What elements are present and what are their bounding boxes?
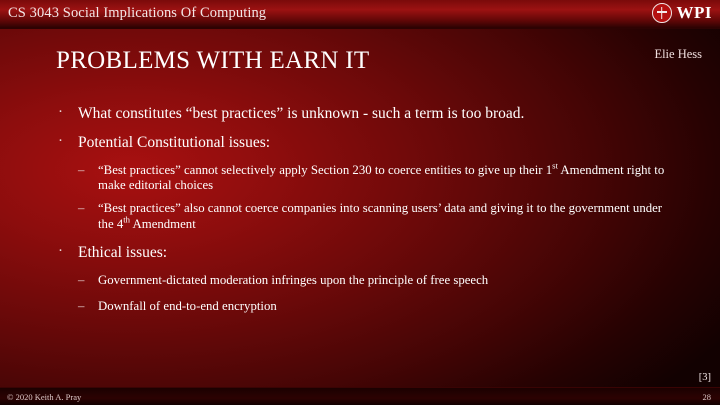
bullet-item: [56, 104, 668, 123]
dash-marker-icon: –: [78, 200, 85, 215]
dash-marker-icon: –: [78, 272, 85, 287]
footer-bar: [0, 387, 720, 405]
sub-bullet-item: [56, 160, 668, 194]
sub-bullet-text: “Best practices” also cannot coerce companies into scanning users’ data and giving it to the government under the 4th Amendment: [98, 200, 663, 231]
sub-bullet-text: Government-dictated moderation infringes upon the principle of free speech: [98, 272, 489, 287]
citation-reference: [3]: [698, 372, 711, 383]
bullet-text: What constitutes “best practices” is unknown - such a term is too broad.: [78, 105, 525, 122]
bullet-text: Ethical issues:: [78, 244, 168, 262]
dash-marker-icon: –: [78, 299, 85, 314]
bullet-marker-icon: ·: [58, 243, 63, 260]
page-number: 28: [702, 392, 711, 402]
sub-bullet-text: Downfall of end-to-end encryption: [98, 299, 277, 314]
page-title: PROBLEMS WITH EARN IT: [56, 47, 370, 74]
bullet-marker-icon: ·: [58, 133, 63, 150]
header-bar: [0, 0, 720, 29]
wpi-logo-text: WPI: [676, 3, 712, 22]
bullet-item: [56, 243, 668, 262]
bullet-marker-icon: ·: [58, 104, 63, 120]
course-title: CS 3043 Social Implications Of Computing: [8, 5, 267, 21]
sub-bullet-item: [56, 201, 668, 232]
sub-bullet-item: [56, 273, 668, 289]
bullet-text: Potential Constitutional issues:: [78, 134, 271, 152]
dash-marker-icon: –: [78, 162, 85, 177]
sub-bullet-item: [56, 299, 668, 315]
copyright-notice: © 2020 Keith A. Pray: [7, 392, 82, 402]
sub-bullet-text: “Best practices” cannot selectively apply Section 230 to coerce entities to give up their 1st Amendment right to make editorial choices: [98, 160, 665, 193]
wpi-seal-icon: [652, 3, 672, 23]
slide-body: [56, 104, 668, 322]
author-name: Elie Hess: [654, 47, 702, 61]
bullet-item: [56, 133, 668, 152]
wpi-logo: [652, 3, 713, 23]
